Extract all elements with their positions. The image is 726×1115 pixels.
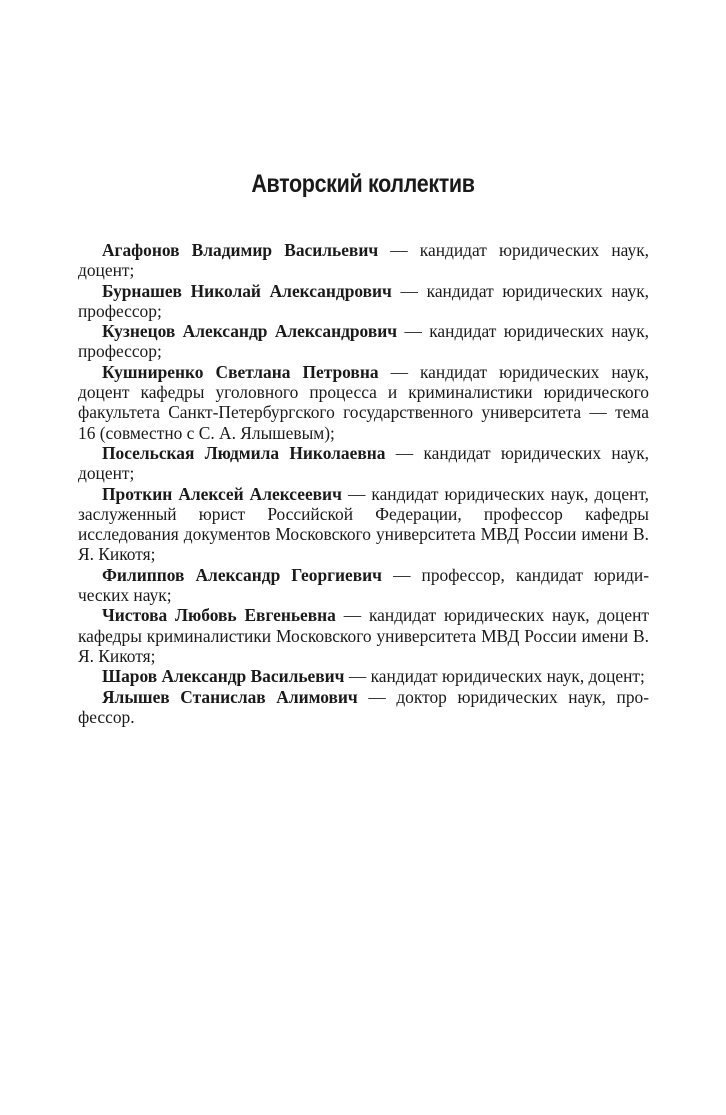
author-name: Ялышев Станислав Алимович (102, 686, 358, 707)
author-description: — кандидат юридических наук, доцент; (78, 240, 649, 281)
author-name: Проткин Алексей Алексеевич (102, 483, 342, 504)
author-name: Кузнецов Александр Александрович (102, 321, 398, 342)
author-entry (78, 605, 649, 666)
author-entry (78, 321, 649, 362)
author-name: Агафонов Владимир Васильевич (102, 240, 379, 260)
author-description: — кандидат юридических наук, доцент кафедры криминалистики Московского университета МВД России имени В. Я. Кикотя; (78, 605, 649, 666)
author-entry (78, 484, 649, 565)
author-name: Посельская Людмила Николаевна (102, 442, 386, 463)
author-entry (78, 565, 649, 606)
author-description: — кандидат юридических наук, профессор; (78, 321, 649, 362)
author-description: — кандидат юридических наук, доцент; (344, 666, 645, 687)
author-entry (78, 362, 649, 443)
author-description: — доктор юридических наук, профессор. (78, 686, 650, 727)
authors-list (78, 240, 649, 727)
author-description: — кандидат юридических наук, доцент; (78, 442, 649, 484)
author-name: Бурнашев Николай Александрович (102, 280, 392, 301)
author-name: Кушниренко Светлана Петровна (102, 361, 379, 382)
author-description: — кандидат юридических наук, доцент, заслуженный юрист Российской Федерации, профессор кафедры исследования документов Московского университета МВД России имени В. Я. Кикотя; (78, 483, 650, 565)
page-title: Авторский коллектив (251, 170, 475, 198)
author-entry (78, 240, 649, 281)
author-description: — кандидат юридических наук, доцент кафедры уголовного процесса и криминалистики юридического факультета Санкт-Петербургского государственного университета — тема 16 (совместно с С. А. Ялышевым); (78, 361, 649, 443)
author-entry (78, 666, 649, 686)
author-description: — профессор, кандидат юридических наук; (78, 564, 649, 606)
author-entry (78, 687, 649, 728)
author-name: Филиппов Александр Георгиевич (102, 564, 382, 585)
author-name: Шаров Александр Васильевич (102, 666, 345, 687)
author-name: Чистова Любовь Евгеньевна (102, 605, 336, 626)
author-description: — кандидат юридических наук, профессор; (78, 280, 649, 321)
author-entry (78, 443, 649, 484)
author-entry (78, 281, 649, 322)
